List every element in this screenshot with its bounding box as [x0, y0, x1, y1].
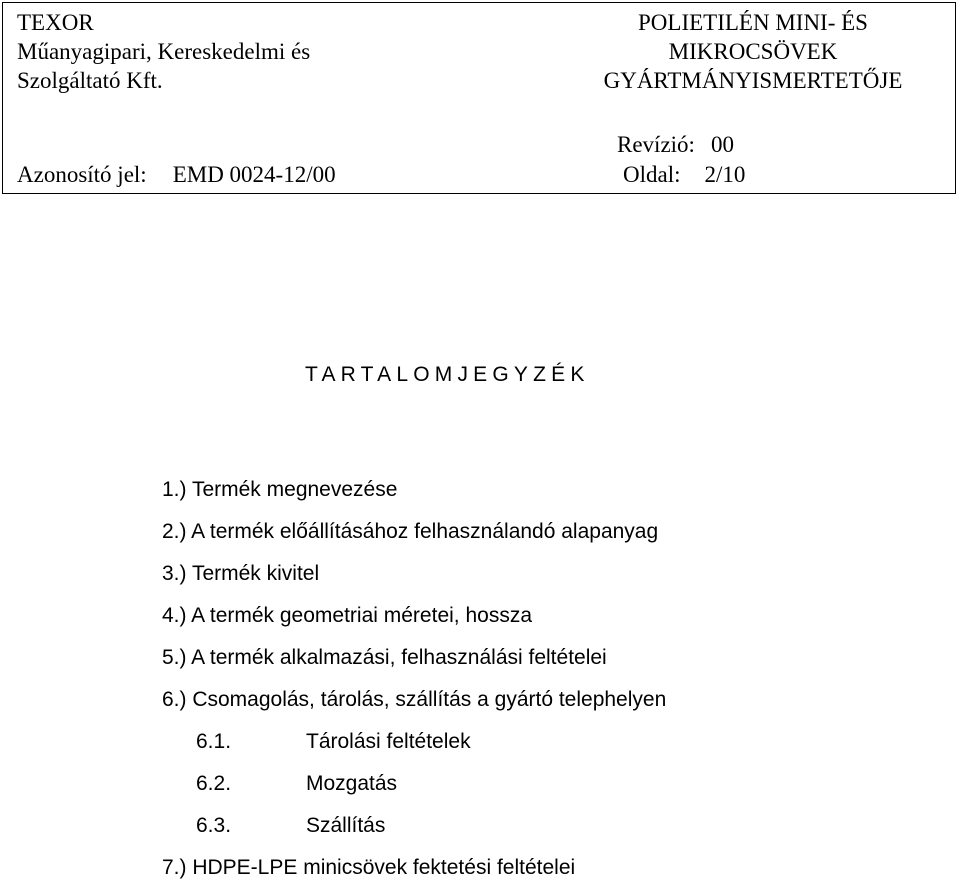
toc-subitem-number: 6.3. — [196, 814, 232, 837]
company-line: Szolgáltató Kft. — [17, 68, 163, 93]
page-label: Oldal: — [623, 162, 681, 187]
toc-item: 2.) A termék előállításához felhasználandó alapanyag — [162, 520, 659, 543]
toc-item: 1.) Termék megnevezése — [162, 478, 398, 501]
identifier-value: EMD 0024-12/00 — [172, 162, 336, 187]
toc-subitem — [196, 728, 471, 756]
company-line: TEXOR — [17, 10, 94, 35]
title-line: MIKROCSÖVEK — [668, 39, 838, 64]
toc-subitem — [196, 770, 398, 798]
toc-item: 7.) HDPE-LPE minicsövek fektetési feltételei — [162, 856, 576, 879]
page-number-line — [623, 160, 745, 189]
toc-subitem-number: 6.1. — [196, 730, 232, 753]
revision-line — [617, 130, 734, 159]
document-title — [563, 8, 943, 95]
toc-item: 4.) A termék geometriai méretei, hossza — [162, 604, 532, 627]
toc-subitem-title: Tárolási feltételek — [306, 730, 471, 753]
revision-label: Revízió: — [617, 132, 695, 157]
toc-subitem-title: Mozgatás — [306, 772, 398, 795]
company-name — [17, 8, 310, 95]
toc-subitem — [196, 812, 386, 840]
toc-item: 3.) Termék kivitel — [162, 562, 320, 585]
toc-subitem-number: 6.2. — [196, 772, 232, 795]
toc-item: 5.) A termék alkalmazási, felhasználási feltételei — [162, 646, 607, 669]
document-header — [2, 2, 956, 194]
identifier-label: Azonosító jel: — [17, 162, 147, 187]
title-line: POLIETILÉN MINI- ÉS — [638, 10, 868, 35]
title-line: GYÁRTMÁNYISMERTETŐJE — [603, 68, 903, 93]
page-value: 2/10 — [704, 162, 746, 187]
revision-value: 00 — [710, 132, 734, 157]
toc-subitem-title: Szállítás — [306, 814, 386, 837]
toc-item: 6.) Csomagolás, tárolás, szállítás a gyártó telephelyen — [162, 688, 667, 711]
company-line: Műanyagipari, Kereskedelmi és — [17, 39, 311, 64]
identifier-line — [17, 160, 336, 189]
toc-heading: TARTALOMJEGYZÉK — [305, 363, 590, 386]
